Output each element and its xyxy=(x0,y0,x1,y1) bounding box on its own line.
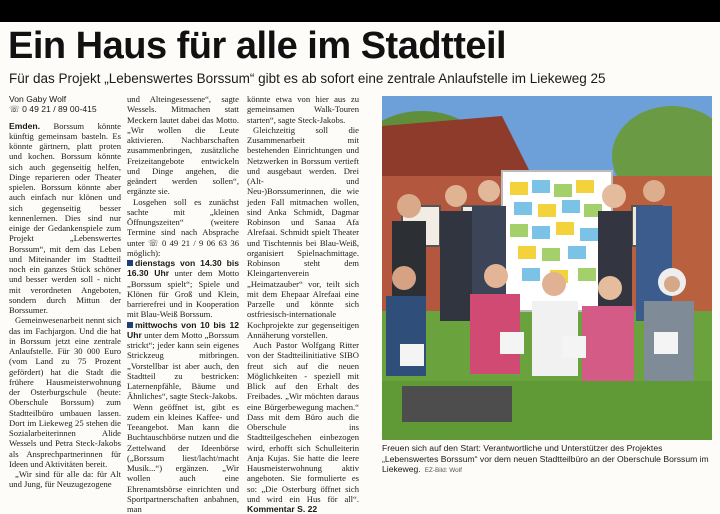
dateline: Emden. xyxy=(9,121,40,131)
paragraph xyxy=(247,340,359,514)
paragraph-text: Borssum könnte künftig gemeinsam basteln. Es könnte gärtnern, platt proten und kochen. Borssum könnte sich auch gegenseitig helfen, Dinge reparieren oder Theater spielen. Borssum könnte aber auch einfach nur klönen und sich gegenseitig besser kennenlernen. Dies sind nur einige der Gedankenspiele zum Projekt „Lebenswertes Borssum“, mit dem das Leben und Miteinander im Stadtteil noch ein ganzes Stück schöner und besser werden soll - nicht mit verordneten Angeboten, sondern durch Mittun der Borssumer. xyxy=(9,121,121,316)
bullet-square-icon xyxy=(127,322,133,328)
paragraph: und Alteingesessene“, sagte Wessels. Mitmachen statt Meckern lautet dabei das Motto. „Wir wollen die Leute aktivieren. Nachbarschaften zusammenbringen, zusätzliche Freizeitangebote entwickeln und Dinge angehen, die geändert werden sollen“, ergänzte sie. xyxy=(127,94,239,197)
paragraph: Losgehen soll es zunächst sachte mit „kleinen Öffnungszeiten“ (weitere Termine sind nach Absprache unter ☏ 0 49 21 / 9 06 63 36 möglich): xyxy=(127,197,239,259)
article-column-1 xyxy=(9,94,121,490)
article-column-2 xyxy=(127,94,239,514)
group-photo xyxy=(382,96,712,440)
schedule-item xyxy=(127,320,239,402)
caption-text: Freuen sich auf den Start: Verantwortliche und Unterstützer des Projektes „Lebenswertes Borssum“ vor dem neuen Stadtteilbüro an der Oberschule Borssum im Liekeweg. xyxy=(382,443,709,474)
group-photo-illustration xyxy=(382,96,712,440)
schedule-time: mittwochs von 10 bis 12 Uhr xyxy=(127,320,239,340)
photo-caption xyxy=(382,443,712,477)
paragraph xyxy=(9,121,121,316)
paragraph: „Wir sind für alle da: für Alt und Jung, für Neuzugezogene xyxy=(9,469,121,490)
schedule-time: dienstags von 14.30 bis 16.30 Uhr xyxy=(127,258,239,278)
paragraph: Gemeinwesenarbeit nennt sich das im Fachjargon. Und die hat in Borssum jetzt eine zentrale Anlaufstelle. Für 30 000 Euro (vom Land zu 75 Prozent gefördert) hat die Stadt die frühere Hausmeisterwohnung der Osterburgschule (heute: Oberschule Borssum) zum Stadtteilbüro umbauen lassen. Dort im Liekeweg 25 stehen die Sozialarbeiterinnen Alide Wessels und Petra Steck-Jakobs als Ansprechpartnerinnen für Ideen und Aktivitäten bereit. xyxy=(9,315,121,469)
author-phone: ☏ 0 49 21 / 89 00-415 xyxy=(9,104,121,114)
paragraph: könnte etwa von hier aus zu gemeinsamen Walk-Touren starten“, sagte Steck-Jakobs. xyxy=(247,94,359,125)
comment-reference: Kommentar S. 22 xyxy=(247,504,317,514)
paragraph: Wenn geöffnet ist, gibt es zudem ein kleines Kaffee- und Teeangebot. Man kann die Buchtauschbörse nutzen und die Zettelwand der Ideenbörse („Borssum liest/lacht/macht Musik...“) ergänzen. „Wir wollen auch eine Ehrenamtsbörse einrichten und Sportpartnerschaften anbahnen, man xyxy=(127,402,239,514)
top-bar xyxy=(0,0,720,22)
article-column-3 xyxy=(247,94,359,514)
paragraph: Gleichzeitig soll die Zusammenarbeit mit bestehenden Einrichtungen und Netzwerken in Borssum vertieft und ausgebaut werden. Drei (Alt- und Neu-)Borssumerinnen, die wie jeden Fall mitmachen wollen, sind Anka Schmidt, Dagmar Robinson und Sanaa Afa Alrefaai. Schmidt spielt Theater und Tischtennis bei Blau-Weiß, organisiert Spielnachmittage. Robinson steht dem Kleingartenverein „Heimatzauber“ vor, teilt sich mit dem Ehepaar Alrefaai eine Parzelle und könnte sich ostfriesisch-internationale Kochprojekte zur gegenseitigen Annäherung vorstellen. xyxy=(247,125,359,340)
schedule-text: unter dem Motto „Borssum strickt“; jeder kann sein eigenes Strickzeug mitbringen. „Vorstellbar ist aber auch, den Stadtteil zu bestricken: Laternenpfähle, Bäume und Ähnliches“, sagte Steck-Jakobs. xyxy=(127,330,239,402)
bullet-square-icon xyxy=(127,260,133,266)
headline: Ein Haus für alle im Stadtteil xyxy=(8,24,506,68)
paragraph-text: Auch Pastor Wolfgang Ritter von der Stadtteilinitiative SIBO freut sich auf die neuen Möglichkeiten - speziell mit Blick auf den Erhalt des Freibades. „Wir möchten daraus eine Bürgerbewegung machen.“ Dass mit dem Büro auch die Oberschule ins Stadtteilgeschehen einbezogen wird, erhofft sich Schulleiterin Anja Kujas. Sie hatte die leere Hausmeisterwohnung aktiv angeboten. Sie formulierte es so: „Die Osterburg öffnet sich und wird ein Hus för all“. xyxy=(247,340,359,504)
subtitle: Für das Projekt „Lebenswertes Borssum“ gibt es ab sofort eine zentrale Anlaufstelle im Liekeweg 25 xyxy=(9,70,606,88)
schedule-item xyxy=(127,258,239,320)
byline: Von Gaby Wolf xyxy=(9,94,121,104)
photo-credit: EZ-Bild: Wolf xyxy=(425,467,462,474)
schedule-text: unter dem Motto „Borssum spielt“; Spiele und Klönen für Groß und Klein, barrierefrei und in Kooperation mit Blau-Weiß Borssum. xyxy=(127,268,239,319)
